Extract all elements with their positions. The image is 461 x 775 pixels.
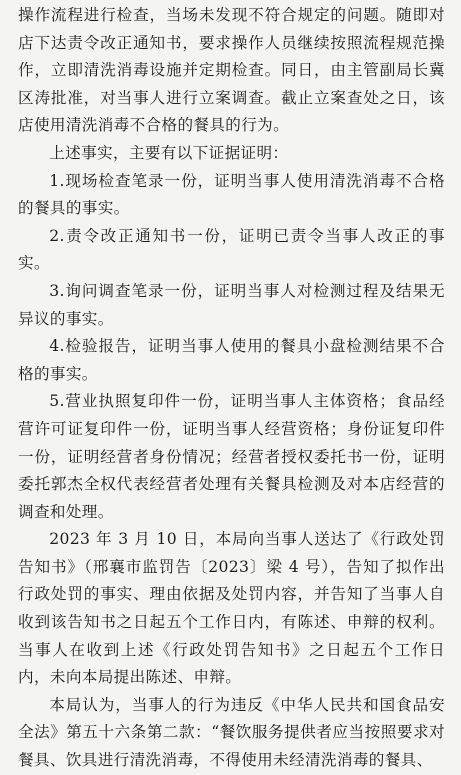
paragraph-conclusion: 本局认为，当事人的行为违反《中华人民共和国食品安全法》第五十六条第二款：“餐饮服务提供者应当按照要求对餐具、饮具进行清洗消毒，不得使用未经清洗消毒的餐具、 (18, 695, 445, 770)
paragraph-notice: 2023 年 3 月 10 日，本局向当事人送达了《行政处罚告知书》（邢襄市监罚告〔2023〕梁 4 号），告知了拟作出行政处罚的事实、理由依据及处罚内容，并告知了当事人自收到该告知书之日起五个工作日内，有陈述、申辩的权利。当事人在收到上述《行政处罚告知书》之日起五个工作日内，未向本局提出陈述、申辩。 (18, 530, 445, 687)
paragraph-evidence-5: 5.营业执照复印件一份，证明当事人主体资格；食品经营许可证复印件一份，证明当事人经营资格；身份证复印件一份，证明经营者身份情况；经营者授权委托书一份，证明委托郭杰全权代表经营者处理有关餐具检测及对本店经营的调查和处理。 (18, 392, 445, 521)
paragraph-evidence-2: 2.责令改正通知书一份，证明已责令当事人改正的事实。 (18, 226, 445, 273)
paragraph-evidence-intro: 上述事实，主要有以下证据证明： (49, 143, 289, 162)
paragraph-evidence-1: 1.现场检查笔录一份，证明当事人使用清洗消毒不合格的餐具的事实。 (18, 171, 445, 218)
paragraph-evidence-3: 3.询问调查笔录一份，证明当事人对检测过程及结果无异议的事实。 (18, 281, 445, 328)
paragraph-evidence-4: 4.检验报告，证明当事人使用的餐具小盘检测结果不合格的事实。 (18, 337, 445, 383)
paragraph-1: 操作流程进行检查，当场未发现不符合规定的问题。随即对店下达责令改正通知书，要求操作人员继续按照流程规范操作，立即清洗消毒设施并定期检查。同日，由主管副局长冀区涛批准，对当事人进行立案调查。截止立案查处之日，该店使用清洗消毒不合格的餐具的行为。 (18, 6, 445, 135)
